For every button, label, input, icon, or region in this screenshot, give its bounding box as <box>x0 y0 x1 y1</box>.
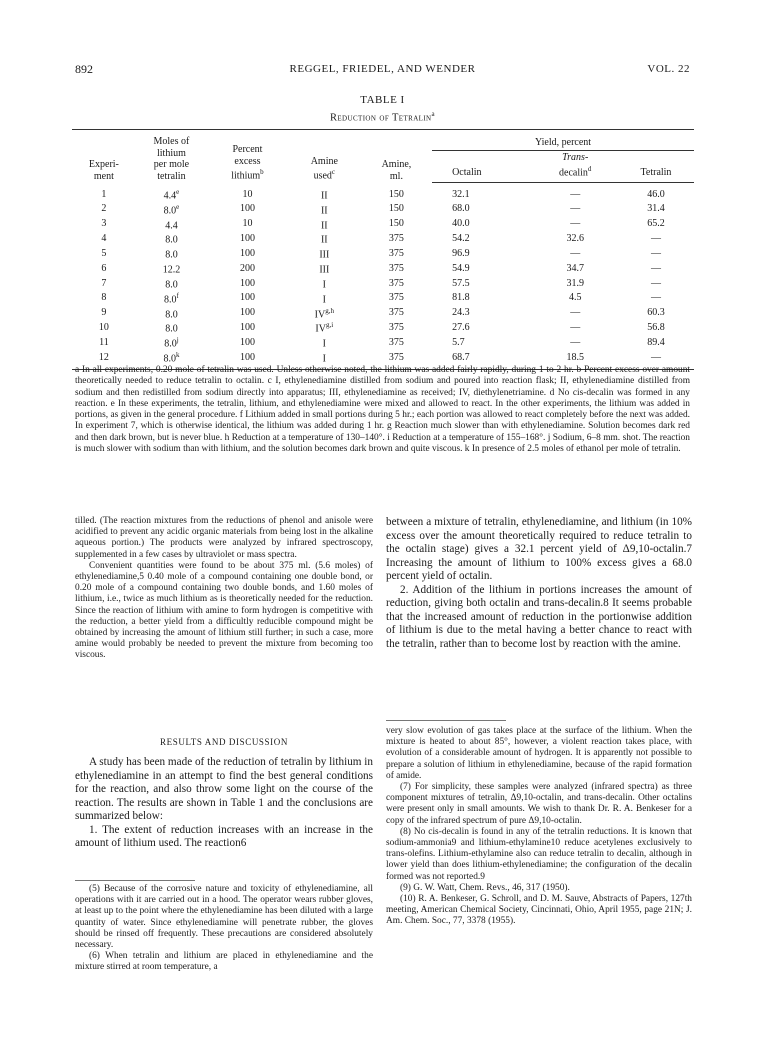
cell-trans-decalin: — <box>570 336 581 348</box>
cell-tetralin: — <box>650 247 661 259</box>
cell-percent: 100 <box>239 336 255 348</box>
col-octalin: Octalin <box>432 151 532 182</box>
cell-percent: 100 <box>239 307 255 319</box>
table-row <box>72 335 694 350</box>
cell-trans-decalin: — <box>570 247 581 259</box>
cell-octalin: 68.7 <box>432 350 532 369</box>
cell-octalin: 24.3 <box>452 307 470 319</box>
cell-octalin: 96.9 <box>452 247 470 259</box>
cell-amine: I <box>322 279 326 291</box>
col-moles: Moles of lithium per mole tetralin <box>136 130 207 183</box>
cell-moles: 8.0 <box>165 234 178 246</box>
cell-amine-ml: 375 <box>388 307 404 319</box>
cell-amine-ml: 375 <box>388 277 404 289</box>
col-amine-ml: Amine, ml. <box>361 130 432 183</box>
running-header <box>75 62 690 78</box>
page-number: 892 <box>75 62 93 76</box>
paragraph: Convenient quantities were found to be about 375 ml. (5.6 moles) of ethylenediamine,5 0.40 mole of a compound containing one double bond, or 0.20 mole of a compound containing two double bonds, and 1.60 moles of lithium, i.e., twice as much lithium as is theoretically needed for the reduction. Since the reaction of lithium with amine to form hydrogen is competitive with the reduction, a better yield from a difficultly reducible compound might be obtained by increasing the amount of lithium still further; in such a case, more amine would probably be needed to prevent the mixture from becoming too viscous. <box>75 560 373 661</box>
cell-trans-decalin: — <box>570 188 581 200</box>
cell-percent: 100 <box>207 350 288 369</box>
cell-amine: IV$^{g,h}$ <box>314 306 334 320</box>
table-row <box>72 202 694 217</box>
cell-moles: 8.0 <box>165 308 178 320</box>
table-row <box>72 182 694 202</box>
cell-percent: 100 <box>239 292 255 304</box>
cell-amine: III <box>319 264 330 276</box>
table-row <box>72 231 694 246</box>
cell-amine-ml: 375 <box>388 233 404 245</box>
right-column-footnotes <box>386 726 692 928</box>
cell-amine-ml: 150 <box>388 218 404 230</box>
cell-trans-decalin: 4.5 <box>568 292 582 304</box>
cell-octalin: 54.2 <box>452 233 470 245</box>
cell-experiment: 9 <box>101 307 107 319</box>
col-tetralin: Tetralin <box>618 151 694 182</box>
cell-amine: I <box>288 350 361 369</box>
cell-percent: 10 <box>242 218 253 230</box>
cell-trans-decalin: — <box>570 203 581 215</box>
cell-amine-ml: 375 <box>388 292 404 304</box>
cell-amine: I <box>322 294 326 306</box>
footnote-divider <box>75 880 195 881</box>
cell-octalin: 81.8 <box>452 292 470 304</box>
cell-octalin: 32.1 <box>452 188 470 200</box>
cell-moles: 4.4e <box>163 188 180 202</box>
cell-percent: 100 <box>239 277 255 289</box>
table-footnotes: a In all experiments, 0.20 mole of tetralin was used. Unless otherwise noted, the lithium was added fairly rapidly, during 1 to 2 hr. b Percent excess over amount theoretically needed to reduce tetralin to octalin. c I, ethylenediamine distilled from sodium and poured into reaction flask; II, ethylenediamine distilled from sodium and then redistilled from sodium directly into apparatus; III, ethylenediamine as received; IV, diethylenetriamine. d No cis-decalin was formed in any reaction. e In these experiments, the tetralin, lithium, and ethylenediamine were mixed and allowed to react. In the other experiments, the lithium was added in portions, as given in the general procedure. f Lithium added in small portions during 5 hr.; each portion was allowed to react completely before the next was added. In experiment 7, which is otherwise identical, the lithium was added during 1 hr. g Reaction much slower than with ethylenediamine. Solution becomes dark red and then dark brown, but is never blue. h Reduction at a temperature of 130–140°. i Reduction at a temperature of 155–168°. j Sodium, 6–8 mm. shot. The reaction is much slower with sodium than with lithium, and the solution becomes dark brown and quite viscous. k In presence of 2.5 moles of ethanol per mole of tetralin. <box>75 365 690 455</box>
paragraph: 1. The extent of reduction increases with an increase in the amount of lithium used. The reaction6 <box>75 823 373 849</box>
col-trans-decalin: Trans- decalin$^d$ <box>533 151 618 182</box>
left-column-top <box>75 516 373 662</box>
table-row <box>72 291 694 306</box>
table-title: TABLE I <box>360 94 405 106</box>
cell-amine-ml: 375 <box>388 336 404 348</box>
cell-tetralin: 65.2 <box>647 218 665 230</box>
paragraph: A study has been made of the reduction of tetralin by lithium in ethylenediamine in an attempt to find the best general conditions for the reaction, and also throw some light on the course of the reaction. The results are shown in Table 1 and the conclusions are summarized below: <box>75 756 373 822</box>
cell-percent: 100 <box>239 203 255 215</box>
table-caption: Reduction of Tetralin$^a$ <box>329 110 436 124</box>
cell-trans-decalin: — <box>570 218 581 230</box>
cell-octalin: 54.9 <box>452 262 470 274</box>
cell-amine-ml: 150 <box>388 203 404 215</box>
cell-moles: 8.0$^f$ <box>164 291 179 306</box>
cell-experiment: 5 <box>101 247 107 259</box>
footnote: (8) No cis-decalin is found in any of the tetralin reductions. It is known that sodium-ammonia9 and lithium-ethylamine10 reduce acetylenes exclusively to trans-olefins. Lithium-ethylamine also can reduce tetralin to decalin, although in lower yield than does lithium-ethylenediamine; the configuration of the decalin formed was not reported.9 <box>386 826 692 882</box>
cell-tetralin: 60.3 <box>647 307 665 319</box>
cell-experiment: 12 <box>72 350 136 369</box>
cell-tetralin: — <box>650 292 661 304</box>
cell-experiment: 4 <box>101 233 107 245</box>
paragraph: 2. Addition of the lithium in portions increases the amount of reduction, giving both octalin and trans-decalin.8 It seems probable that the increased amount of reduction in the portionwise addition of lithium is due to the metal having a better chance to react with the tetralin, rather than to become lost by reaction with the amine. <box>386 583 692 650</box>
cell-amine: II <box>320 205 328 217</box>
cell-experiment: 6 <box>101 262 107 274</box>
footnote: (6) When tetralin and lithium are placed in ethylenediamine and the mixture stirred at room temperature, a <box>75 951 373 973</box>
section-heading: RESULTS AND DISCUSSION <box>160 737 288 747</box>
cell-experiment: 11 <box>99 336 109 348</box>
cell-moles: 8.0 <box>165 249 178 261</box>
cell-octalin: 40.0 <box>452 218 470 230</box>
table-row <box>72 217 694 232</box>
cell-amine: III <box>319 249 330 261</box>
volume-label: VOL. 22 <box>647 63 690 75</box>
right-column-body <box>386 516 692 651</box>
cell-experiment: 3 <box>101 218 107 230</box>
cell-octalin: 57.5 <box>452 277 470 289</box>
col-yield-group: Yield, percent <box>432 130 694 151</box>
cell-amine-ml: 375 <box>388 262 404 274</box>
cell-tetralin: 31.4 <box>647 203 665 215</box>
cell-octalin: 27.6 <box>452 322 470 334</box>
table-body <box>72 182 694 369</box>
cell-amine-ml: 375 <box>388 322 404 334</box>
footnote: (9) G. W. Watt, Chem. Revs., 46, 317 (1950). <box>400 882 570 893</box>
footnote: (7) For simplicity, these samples were analyzed (infrared spectra) as three component mixtures of tetralin, Δ9,10-octalin, and trans-decalin. Other octalins were present only in small amounts. We wish to thank Dr. R. A. Benkeser for a copy of the infrared spectrum of pure Δ9,10-octalin. <box>386 782 692 826</box>
table-row <box>72 276 694 291</box>
cell-trans-decalin: — <box>570 322 581 334</box>
cell-amine: II <box>320 190 328 202</box>
cell-percent: 100 <box>239 233 255 245</box>
left-column-footnotes <box>75 884 373 974</box>
running-title: REGGEL, FRIEDEL, AND WENDER <box>289 63 476 75</box>
cell-moles: 12.2 <box>162 264 181 276</box>
cell-trans-decalin: — <box>570 307 581 319</box>
col-experiment: Experi- ment <box>72 130 136 183</box>
cell-experiment: 7 <box>101 277 107 289</box>
cell-tetralin: 56.8 <box>647 322 665 334</box>
cell-experiment: 8 <box>101 292 107 304</box>
footnote: very slow evolution of gas takes place at the surface of the lithium. When the mixture is heated to about 85°, however, a violent reaction takes place, with evolution of a considerable amount of hydrogen. It is apparently not possible to prepare a solution of lithium in ethylenediamine, because of the rapid formation of amide. <box>386 726 692 781</box>
cell-amine: I <box>322 338 326 350</box>
paragraph: between a mixture of tetralin, ethylenediamine, and lithium (in 10% excess over the amount theoretically required to reduce tetralin to the octalin stage) gives a 32.1 percent yield of Δ9,10-octalin.7 Increasing the amount of lithium to 100% excess gives a 68.0 percent yield of octalin. <box>386 516 692 582</box>
cell-tetralin: — <box>618 350 694 369</box>
paragraph: tilled. (The reaction mixtures from the reductions of phenol and anisole were acidified to prevent any acidic organic materials from being lost in the alkaline aqueous portion.) The products were analyzed by infrared spectroscopy, supplemented in a few cases by ultraviolet or mass spectra. <box>75 516 373 560</box>
table-row <box>72 320 694 335</box>
cell-experiment: 2 <box>101 203 107 215</box>
cell-amine: II <box>320 219 328 231</box>
cell-percent: 100 <box>239 322 255 334</box>
cell-percent: 10 <box>242 188 253 200</box>
cell-moles: 8.0e <box>163 202 180 217</box>
cell-trans-decalin: 18.5 <box>533 350 618 369</box>
cell-trans-decalin: 32.6 <box>566 233 584 245</box>
footnote-divider <box>386 720 506 721</box>
table-row <box>72 246 694 261</box>
cell-percent: 100 <box>239 247 255 259</box>
footnote: (5) Because of the corrosive nature and toxicity of ethylenediamine, all operations with it are carried out in a hood. The operator wears rubber gloves, at least up to the point where the ethylenediamine has been diluted with a large quantity of water. Since ethylenediamine will penetrate rubber, the gloves should be rinsed off frequently. These precautions are considered absolutely necessary. <box>75 884 373 951</box>
cell-amine-ml: 150 <box>388 188 404 200</box>
cell-moles: 8.0$^j$ <box>164 336 179 350</box>
cell-tetralin: 89.4 <box>647 336 665 348</box>
cell-moles: 8.0 <box>165 323 178 335</box>
cell-octalin: 5.7 <box>452 336 465 348</box>
cell-trans-decalin: 34.7 <box>566 262 584 274</box>
cell-tetralin: — <box>650 233 661 245</box>
cell-amine: II <box>320 234 328 246</box>
footnote: (10) R. A. Benkeser, G. Schroll, and D. M. Sauve, Abstracts of Papers, 127th meeting, American Chemical Society, Cincinnati, Ohio, April 1955, page 21N; J. Am. Chem. Soc., 77, 3378 (1955). <box>386 894 692 927</box>
table-row <box>72 261 694 276</box>
col-amine-used: Amine used$^c$ <box>288 130 361 183</box>
cell-octalin: 68.0 <box>452 203 470 215</box>
table-row <box>72 306 694 321</box>
cell-amine-ml: 375 <box>361 350 432 369</box>
cell-moles: 4.4 <box>165 219 178 231</box>
left-column-body <box>75 756 373 851</box>
cell-amine: IV$^{g,i}$ <box>315 321 334 335</box>
cell-experiment: 10 <box>98 322 109 334</box>
cell-tetralin: 46.0 <box>647 188 665 200</box>
cell-trans-decalin: 31.9 <box>566 277 584 289</box>
cell-moles: 8.0$^k$ <box>136 350 207 369</box>
cell-moles: 8.0 <box>165 279 178 291</box>
cell-percent: 200 <box>239 262 255 274</box>
cell-tetralin: — <box>650 262 661 274</box>
cell-experiment: 1 <box>101 188 107 200</box>
cell-amine-ml: 375 <box>388 247 404 259</box>
reduction-table <box>72 129 694 370</box>
col-percent-excess: Percent excess lithium$^b$ <box>207 130 288 183</box>
cell-tetralin: — <box>650 277 661 289</box>
